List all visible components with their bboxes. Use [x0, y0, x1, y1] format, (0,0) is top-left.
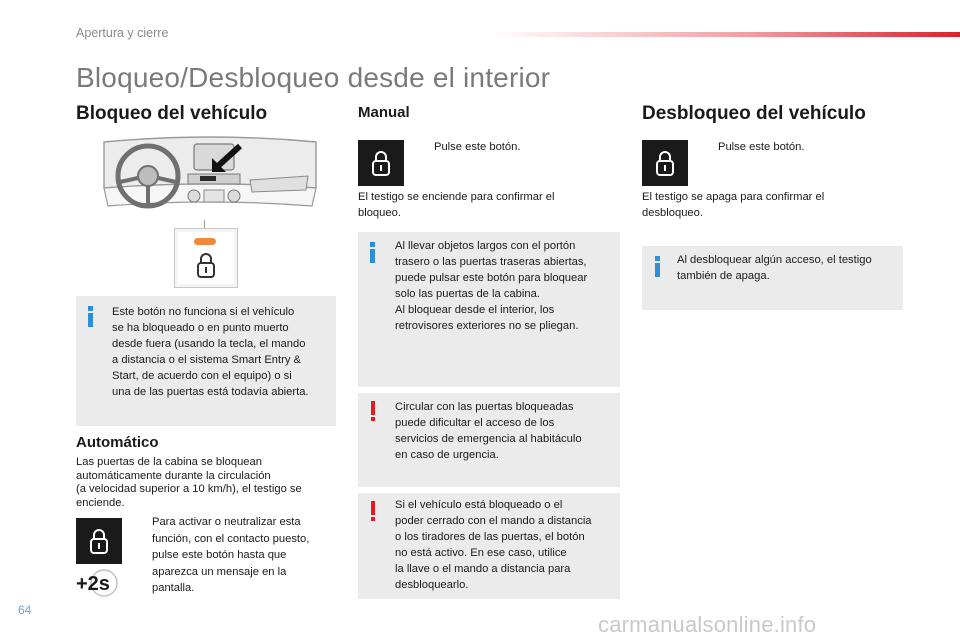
- heading-automatico: Automático: [76, 434, 159, 451]
- auto-text: Las puertas de la cabina se bloquean automáticamente durante la circulación (a velocidad superior a 10 km/h), el testigo se enciende.: [76, 456, 302, 509]
- warning-text-emergency: Circular con las puertas bloqueadas puede dificultar el acceso de los servicios de emergencia al habitáculo en caso de urgencia.: [395, 401, 582, 461]
- lock-button-tile-auto: [76, 518, 122, 564]
- info-text-manual: Al llevar objetos largos con el portón trasero o las puertas traseras abiertas, puede pulsar este botón para bloquear solo las puertas de la cabina. Al bloquear desde el interior, los retrovisores exteriores no se pliegan.: [395, 240, 588, 332]
- lock-icon: [370, 148, 392, 178]
- warning-box-inactive: [358, 493, 620, 599]
- dashboard-icon: [100, 136, 320, 220]
- info-box-manual: [358, 232, 620, 387]
- auto-steps: Para activar o neutralizar esta función, con el contacto puesto, pulse este botón hasta que aparezca un mensaje en la pantalla.: [152, 516, 310, 595]
- info-icon: [370, 242, 375, 263]
- lock-button-tile-unlock: [642, 140, 688, 186]
- lock-button-panel: [174, 228, 238, 288]
- header-accent-bar: [490, 32, 960, 37]
- manual-confirm: El testigo se enciende para confirmar el bloqueo.: [358, 191, 555, 219]
- page-number: 64: [18, 603, 32, 617]
- lock-icon: [654, 148, 676, 178]
- info-box-bloqueo: [76, 296, 336, 426]
- info-icon: [655, 256, 660, 277]
- hold-two-seconds-badge: [74, 568, 122, 598]
- watermark: carmanualsonline.info: [598, 612, 817, 637]
- hold-timer-icon: [74, 568, 122, 598]
- lock-icon: [88, 526, 110, 556]
- info-text-desbloqueo: Al desbloquear algún acceso, el testigo también de apaga.: [677, 254, 872, 282]
- warning-text-inactive: Si el vehículo está bloqueado o el poder cerrado con el mando a distancia o los tiradores de las puertas, el botón no está activo. En ese caso, utilice la llave o el mando a distancia para desbloquearlo.: [395, 499, 592, 591]
- lock-button-tile-manual: [358, 140, 404, 186]
- heading-bloqueo: Bloqueo del vehículo: [76, 103, 268, 124]
- lock-icon: [196, 251, 216, 279]
- warning-box-emergency: [358, 393, 620, 487]
- info-box-desbloqueo: [642, 246, 903, 310]
- section-label: Apertura y cierre: [76, 26, 169, 40]
- info-icon: [88, 306, 93, 327]
- hold-label: +2s: [76, 573, 110, 595]
- info-text-bloqueo: Este botón no funciona si el vehículo se ha bloqueado o en punto muerto desde fuera (usando la tecla, el mando a distancia o el sistema Smart Entry & Start, de acuerdo con el equipo) o si una de las puertas está todavía abierta.: [112, 306, 309, 398]
- heading-manual: Manual: [358, 104, 410, 121]
- indicator-led: [194, 238, 216, 245]
- unlock-step: Pulse este botón.: [718, 141, 805, 153]
- page-title: Bloqueo/Desbloqueo desde el interior: [76, 62, 551, 93]
- unlock-confirm: El testigo se apaga para confirmar el desbloqueo.: [642, 191, 825, 219]
- dashboard-illustration: [100, 136, 320, 220]
- heading-desbloqueo: Desbloqueo del vehículo: [642, 103, 866, 124]
- manual-step: Pulse este botón.: [434, 141, 521, 153]
- warning-icon: [371, 501, 375, 521]
- warning-icon: [371, 401, 375, 421]
